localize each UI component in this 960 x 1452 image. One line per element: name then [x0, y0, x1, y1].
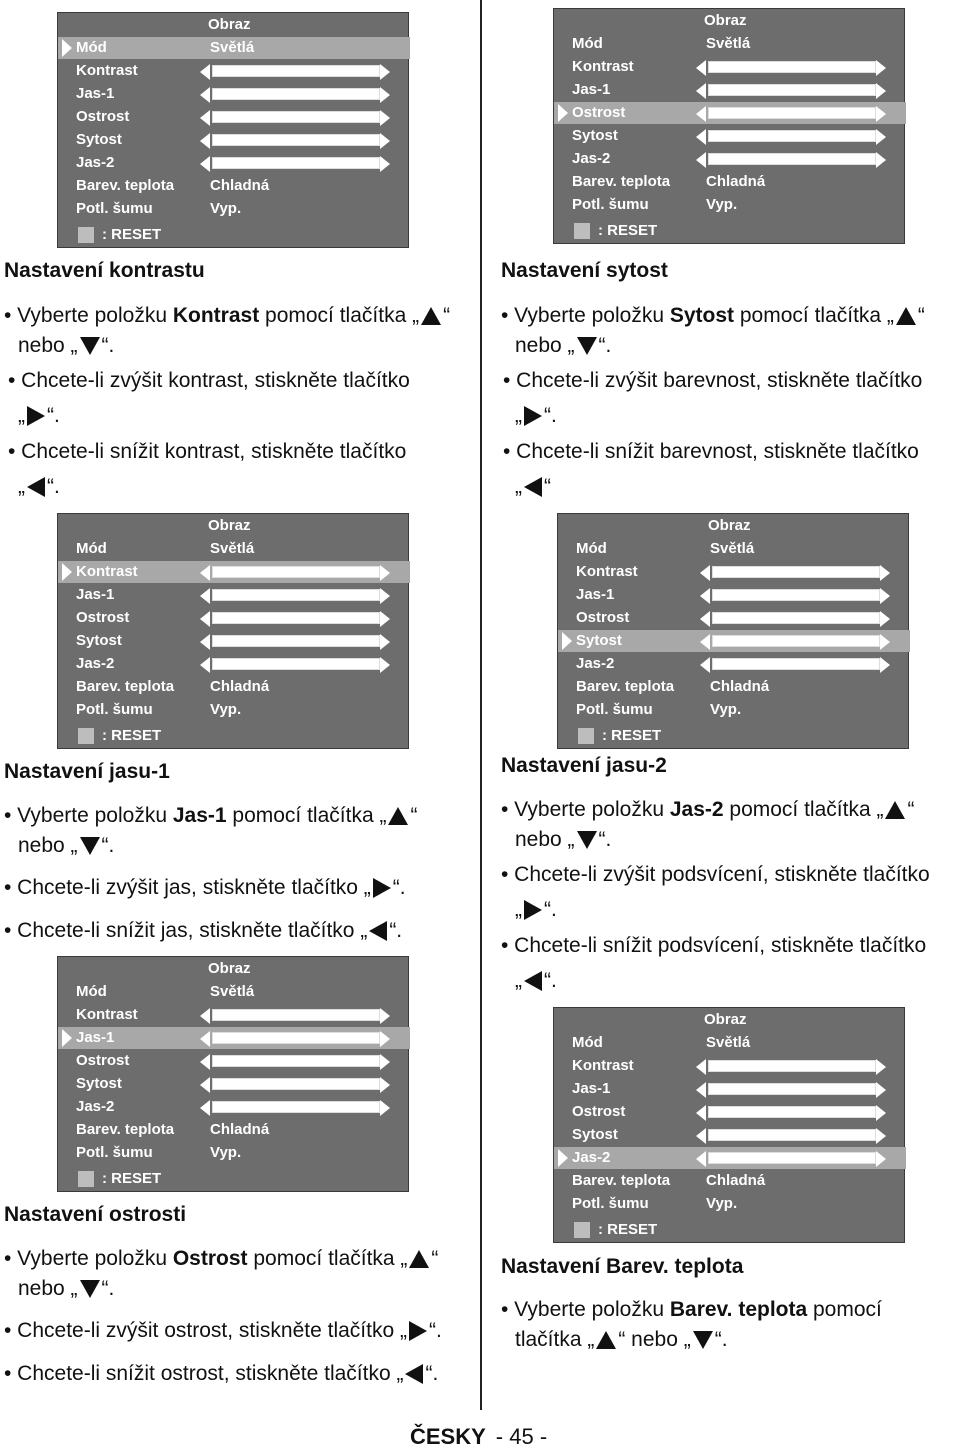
osd-menu-jas2	[553, 1007, 905, 1243]
osd-row-label: Sytost	[572, 127, 618, 144]
language-label: ČESKY	[410, 1424, 486, 1449]
osd-row-label: Potl. šumu	[76, 701, 153, 718]
level-slider[interactable]	[712, 589, 880, 601]
osd-row[interactable]	[58, 584, 410, 606]
level-slider[interactable]	[212, 88, 380, 100]
decrease-arrow-icon[interactable]	[700, 565, 710, 581]
left-arrow-icon	[524, 477, 542, 497]
osd-row[interactable]	[554, 1124, 906, 1146]
level-slider[interactable]	[212, 157, 380, 169]
jas1-line-2: nebo „ “.	[18, 834, 115, 857]
osd-row[interactable]	[558, 584, 910, 606]
left-arrow-icon	[405, 1364, 423, 1384]
osd-row[interactable]	[554, 56, 906, 78]
osd-row-label: Mód	[76, 540, 107, 557]
decrease-arrow-icon[interactable]	[200, 657, 210, 673]
increase-arrow-icon[interactable]	[380, 611, 390, 627]
reset-label: : RESET	[102, 1170, 162, 1187]
selection-pointer-icon	[62, 563, 72, 581]
osd-row[interactable]	[558, 676, 910, 698]
osd-row-value: Chladná	[706, 173, 766, 190]
increase-arrow-icon[interactable]	[380, 1031, 390, 1047]
decrease-arrow-icon[interactable]	[200, 634, 210, 650]
osd-row-label: Kontrast	[576, 563, 638, 580]
kontrast-line-6: „ “.	[18, 475, 60, 498]
level-slider[interactable]	[708, 1129, 876, 1141]
increase-arrow-icon[interactable]	[880, 565, 890, 581]
kontrast-line-3: • Chcete-li zvýšit kontrast, stiskněte tlačítko	[8, 369, 410, 392]
left-arrow-icon	[27, 477, 45, 497]
level-slider[interactable]	[212, 566, 380, 578]
osd-row-label: Barev. teplota	[76, 1121, 175, 1138]
osd-row-label: Barev. teplota	[572, 1172, 671, 1189]
level-slider[interactable]	[212, 658, 380, 670]
osd-row-value: Vyp.	[710, 701, 742, 718]
decrease-arrow-icon[interactable]	[696, 1082, 706, 1098]
osd-row[interactable]	[554, 33, 906, 55]
osd-row-label: Jas-2	[572, 1149, 611, 1166]
down-arrow-icon	[80, 337, 100, 355]
osd-row[interactable]	[58, 106, 410, 128]
decrease-arrow-icon[interactable]	[200, 565, 210, 581]
osd-row[interactable]	[554, 1032, 906, 1054]
osd-row[interactable]	[58, 630, 410, 652]
increase-arrow-icon[interactable]	[380, 156, 390, 172]
grey-button-icon	[574, 1222, 590, 1238]
osd-row[interactable]	[58, 1142, 410, 1164]
osd-title: Obraz	[208, 960, 251, 977]
decrease-arrow-icon[interactable]	[200, 1077, 210, 1093]
increase-arrow-icon[interactable]	[380, 1054, 390, 1070]
jas2-line-5: • Chcete-li snížit podsvícení, stiskněte tlačítko	[501, 934, 927, 957]
osd-row[interactable]	[554, 1193, 906, 1215]
osd-row-label: Kontrast	[572, 1057, 634, 1074]
osd-row[interactable]	[58, 37, 410, 59]
increase-arrow-icon[interactable]	[880, 634, 890, 650]
down-arrow-icon	[80, 837, 100, 855]
decrease-arrow-icon[interactable]	[696, 1105, 706, 1121]
increase-arrow-icon[interactable]	[380, 634, 390, 650]
osd-row-label: Jas-2	[576, 655, 615, 672]
grey-button-icon	[78, 227, 94, 243]
decrease-arrow-icon[interactable]	[696, 152, 706, 168]
osd-row-label: Jas-1	[76, 85, 115, 102]
osd-row-label: Potl. šumu	[572, 196, 649, 213]
osd-row-label: Kontrast	[76, 563, 138, 580]
osd-title: Obraz	[208, 517, 251, 534]
osd-row[interactable]	[554, 1055, 906, 1077]
increase-arrow-icon[interactable]	[380, 133, 390, 149]
osd-row[interactable]	[558, 630, 910, 652]
osd-row[interactable]	[58, 607, 410, 629]
osd-row-label: Sytost	[76, 1075, 122, 1092]
osd-row-value: Světlá	[706, 1034, 751, 1051]
osd-row-value: Světlá	[210, 39, 255, 56]
osd-row-label: Barev. teplota	[76, 678, 175, 695]
sytost-line-5: • Chcete-li snížit barevnost, stiskněte tlačítko	[503, 440, 919, 463]
osd-row[interactable]	[58, 676, 410, 698]
osd-row[interactable]	[558, 699, 910, 721]
osd-row[interactable]	[554, 171, 906, 193]
selection-pointer-icon	[558, 104, 568, 122]
osd-row-label: Ostrost	[572, 1103, 626, 1120]
up-arrow-icon	[388, 807, 408, 825]
up-arrow-icon	[885, 801, 905, 819]
osd-row-label: Potl. šumu	[576, 701, 653, 718]
osd-title: Obraz	[208, 16, 251, 33]
down-arrow-icon	[80, 1280, 100, 1298]
osd-row-label: Mód	[76, 39, 107, 56]
kontrast-line-4: „ “.	[18, 404, 60, 427]
level-slider[interactable]	[708, 1083, 876, 1095]
level-slider[interactable]	[212, 1055, 380, 1067]
osd-row[interactable]	[58, 198, 410, 220]
grey-button-icon	[578, 728, 594, 744]
kontrast-line-2: nebo „ “.	[18, 334, 115, 357]
osd-row[interactable]	[58, 60, 410, 82]
decrease-arrow-icon[interactable]	[696, 129, 706, 145]
decrease-arrow-icon[interactable]	[200, 156, 210, 172]
increase-arrow-icon[interactable]	[876, 60, 886, 76]
decrease-arrow-icon[interactable]	[200, 1100, 210, 1116]
osd-row-value: Chladná	[706, 1172, 766, 1189]
osd-menu-kontrast	[57, 513, 409, 749]
ostrost-line-3: • Chcete-li zvýšit ostrost, stiskněte tlačítko „ “.	[4, 1319, 442, 1342]
level-slider[interactable]	[708, 153, 876, 165]
page-number: - 45 -	[495, 1424, 548, 1449]
down-arrow-icon	[693, 1331, 713, 1349]
osd-row-label: Jas-1	[572, 81, 611, 98]
decrease-arrow-icon[interactable]	[696, 1128, 706, 1144]
increase-arrow-icon[interactable]	[380, 1077, 390, 1093]
osd-row[interactable]	[58, 561, 410, 583]
osd-row-label: Mód	[572, 1034, 603, 1051]
level-slider[interactable]	[712, 612, 880, 624]
osd-row-label: Ostrost	[576, 609, 630, 626]
osd-row-value: Světlá	[710, 540, 755, 557]
osd-row-label: Jas-1	[576, 586, 615, 603]
selection-pointer-icon	[562, 632, 572, 650]
sytost-line-1: • Vyberte položku Sytost pomocí tlačítka „ “	[501, 304, 925, 327]
increase-arrow-icon[interactable]	[380, 588, 390, 604]
osd-row-label: Sytost	[572, 1126, 618, 1143]
reset-label: : RESET	[598, 222, 658, 239]
level-slider[interactable]	[212, 65, 380, 77]
decrease-arrow-icon[interactable]	[200, 611, 210, 627]
decrease-arrow-icon[interactable]	[696, 60, 706, 76]
heading-ostrost: Nastavení ostrosti	[4, 1203, 187, 1226]
osd-row[interactable]	[554, 1147, 906, 1169]
up-arrow-icon	[596, 1331, 616, 1349]
level-slider[interactable]	[712, 658, 880, 670]
osd-row-value: Chladná	[210, 177, 270, 194]
osd-row[interactable]	[58, 653, 410, 675]
kontrast-line-1: • Vyberte položku Kontrast pomocí tlačítka „ “	[4, 304, 451, 327]
jas2-line-3: • Chcete-li zvýšit podsvícení, stiskněte tlačítko	[501, 863, 930, 886]
reset-label: : RESET	[102, 727, 162, 744]
increase-arrow-icon[interactable]	[380, 565, 390, 581]
decrease-arrow-icon[interactable]	[200, 1054, 210, 1070]
osd-row[interactable]	[58, 83, 410, 105]
increase-arrow-icon[interactable]	[876, 152, 886, 168]
osd-row[interactable]	[554, 79, 906, 101]
increase-arrow-icon[interactable]	[380, 110, 390, 126]
ostrost-line-1: • Vyberte položku Ostrost pomocí tlačítka „ “	[4, 1247, 439, 1270]
jas2-line-2: nebo „ “.	[515, 828, 612, 851]
osd-row-value: Chladná	[210, 1121, 270, 1138]
level-slider[interactable]	[712, 635, 880, 647]
level-slider[interactable]	[712, 566, 880, 578]
osd-row-value: Chladná	[710, 678, 770, 695]
down-arrow-icon	[577, 337, 597, 355]
osd-row-label: Jas-2	[76, 655, 115, 672]
osd-row[interactable]	[58, 699, 410, 721]
osd-row-label: Mód	[76, 983, 107, 1000]
osd-row[interactable]	[58, 1119, 410, 1141]
jas1-line-4: • Chcete-li snížit jas, stiskněte tlačítko „ “.	[4, 919, 403, 942]
decrease-arrow-icon[interactable]	[200, 87, 210, 103]
osd-row-label: Ostrost	[572, 104, 626, 121]
level-slider[interactable]	[212, 589, 380, 601]
selection-pointer-icon	[558, 1149, 568, 1167]
osd-row-label: Barev. teplota	[76, 177, 175, 194]
osd-row[interactable]	[58, 981, 410, 1003]
osd-row[interactable]	[558, 538, 910, 560]
heading-jas2: Nastavení jasu-2	[501, 754, 667, 777]
right-arrow-icon	[524, 406, 542, 426]
ostrost-line-4: • Chcete-li snížit ostrost, stiskněte tlačítko „ “.	[4, 1362, 439, 1385]
osd-row-label: Potl. šumu	[76, 1144, 153, 1161]
decrease-arrow-icon[interactable]	[696, 1151, 706, 1167]
decrease-arrow-icon[interactable]	[700, 657, 710, 673]
osd-row-value: Světlá	[706, 35, 751, 52]
decrease-arrow-icon[interactable]	[696, 106, 706, 122]
right-arrow-icon	[409, 1321, 427, 1341]
ostrost-line-2: nebo „ “.	[18, 1277, 115, 1300]
level-slider[interactable]	[708, 1106, 876, 1118]
osd-row-label: Potl. šumu	[76, 200, 153, 217]
heading-kontrast: Nastavení kontrastu	[4, 259, 205, 282]
decrease-arrow-icon[interactable]	[700, 588, 710, 604]
increase-arrow-icon[interactable]	[876, 1128, 886, 1144]
level-slider[interactable]	[708, 1060, 876, 1072]
decrease-arrow-icon[interactable]	[696, 1059, 706, 1075]
jas1-line-3: • Chcete-li zvýšit jas, stiskněte tlačítko „ “.	[4, 876, 406, 899]
jas1-line-1: • Vyberte položku Jas-1 pomocí tlačítka „ “	[4, 804, 418, 827]
jas2-line-1: • Vyberte položku Jas-2 pomocí tlačítka „ “	[501, 798, 915, 821]
increase-arrow-icon[interactable]	[876, 129, 886, 145]
osd-row-label: Mód	[572, 35, 603, 52]
column-divider	[480, 0, 482, 1410]
osd-row-value: Světlá	[210, 540, 255, 557]
right-arrow-icon	[27, 406, 45, 426]
grey-button-icon	[574, 223, 590, 239]
level-slider[interactable]	[708, 107, 876, 119]
increase-arrow-icon[interactable]	[880, 611, 890, 627]
osd-row-label: Ostrost	[76, 1052, 130, 1069]
osd-row[interactable]	[554, 148, 906, 170]
osd-row[interactable]	[554, 125, 906, 147]
decrease-arrow-icon[interactable]	[200, 64, 210, 80]
osd-row-value: Vyp.	[706, 1195, 738, 1212]
level-slider[interactable]	[212, 635, 380, 647]
osd-title: Obraz	[704, 1011, 747, 1028]
grey-button-icon	[78, 728, 94, 744]
osd-row[interactable]	[554, 1170, 906, 1192]
osd-row[interactable]	[58, 1027, 410, 1049]
increase-arrow-icon[interactable]	[380, 1008, 390, 1024]
decrease-arrow-icon[interactable]	[200, 1008, 210, 1024]
sytost-line-2: nebo „ “.	[515, 334, 612, 357]
reset-label: : RESET	[602, 727, 662, 744]
heading-jas1: Nastavení jasu-1	[4, 760, 170, 783]
level-slider[interactable]	[212, 1101, 380, 1113]
osd-row-value: Vyp.	[210, 1144, 242, 1161]
teplota-line-1: • Vyberte položku Barev. teplota pomocí	[501, 1298, 882, 1321]
right-arrow-icon	[524, 900, 542, 920]
osd-row-label: Kontrast	[572, 58, 634, 75]
increase-arrow-icon[interactable]	[876, 1151, 886, 1167]
osd-row-label: Jas-2	[76, 154, 115, 171]
reset-label: : RESET	[102, 226, 162, 243]
osd-row-label: Jas-1	[572, 1080, 611, 1097]
increase-arrow-icon[interactable]	[380, 1100, 390, 1116]
osd-row[interactable]	[58, 1004, 410, 1026]
osd-row[interactable]	[554, 1078, 906, 1100]
decrease-arrow-icon[interactable]	[700, 611, 710, 627]
level-slider[interactable]	[212, 612, 380, 624]
sytost-line-4: „ “.	[515, 404, 557, 427]
level-slider[interactable]	[212, 134, 380, 146]
level-slider[interactable]	[212, 111, 380, 123]
osd-row-value: Vyp.	[706, 196, 738, 213]
osd-row[interactable]	[554, 1101, 906, 1123]
osd-row-label: Jas-2	[76, 1098, 115, 1115]
osd-row-label: Barev. teplota	[572, 173, 671, 190]
osd-menu-jas1	[57, 956, 409, 1192]
increase-arrow-icon[interactable]	[380, 87, 390, 103]
increase-arrow-icon[interactable]	[880, 657, 890, 673]
osd-title: Obraz	[708, 517, 751, 534]
decrease-arrow-icon[interactable]	[696, 83, 706, 99]
osd-row-label: Jas-1	[76, 586, 115, 603]
osd-row[interactable]	[58, 1096, 410, 1118]
osd-row[interactable]	[58, 152, 410, 174]
jas2-line-6: „ “.	[515, 969, 557, 992]
osd-row-label: Jas-1	[76, 1029, 115, 1046]
osd-row[interactable]	[58, 175, 410, 197]
osd-row[interactable]	[554, 194, 906, 216]
kontrast-line-5: • Chcete-li snížit kontrast, stiskněte tlačítko	[8, 440, 407, 463]
selection-pointer-icon	[62, 39, 72, 57]
osd-row[interactable]	[58, 1050, 410, 1072]
up-arrow-icon	[421, 307, 441, 325]
osd-menu-mode	[57, 12, 409, 248]
osd-row-value: Chladná	[210, 678, 270, 695]
level-slider[interactable]	[212, 1009, 380, 1021]
osd-menu-sytost	[557, 513, 909, 749]
grey-button-icon	[78, 1171, 94, 1187]
decrease-arrow-icon[interactable]	[200, 1031, 210, 1047]
left-arrow-icon	[369, 921, 387, 941]
osd-row-label: Ostrost	[76, 108, 130, 125]
osd-row[interactable]	[58, 1073, 410, 1095]
left-arrow-icon	[524, 971, 542, 991]
osd-row-label: Sytost	[76, 632, 122, 649]
increase-arrow-icon[interactable]	[380, 64, 390, 80]
selection-pointer-icon	[62, 1029, 72, 1047]
increase-arrow-icon[interactable]	[876, 106, 886, 122]
decrease-arrow-icon[interactable]	[700, 634, 710, 650]
down-arrow-icon	[577, 831, 597, 849]
level-slider[interactable]	[708, 130, 876, 142]
level-slider[interactable]	[708, 84, 876, 96]
up-arrow-icon	[409, 1250, 429, 1268]
osd-row-label: Barev. teplota	[576, 678, 675, 695]
increase-arrow-icon[interactable]	[880, 588, 890, 604]
increase-arrow-icon[interactable]	[876, 83, 886, 99]
osd-row-label: Kontrast	[76, 1006, 138, 1023]
sytost-line-6: „ “	[515, 475, 551, 498]
reset-label: : RESET	[598, 1221, 658, 1238]
decrease-arrow-icon[interactable]	[200, 588, 210, 604]
osd-row-label: Jas-2	[572, 150, 611, 167]
osd-row[interactable]	[554, 102, 906, 124]
sytost-line-3: • Chcete-li zvýšit barevnost, stiskněte tlačítko	[503, 369, 923, 392]
osd-title: Obraz	[704, 12, 747, 29]
osd-row-value: Světlá	[210, 983, 255, 1000]
decrease-arrow-icon[interactable]	[200, 133, 210, 149]
osd-row[interactable]	[58, 538, 410, 560]
level-slider[interactable]	[212, 1032, 380, 1044]
osd-row[interactable]	[58, 129, 410, 151]
osd-row-label: Sytost	[576, 632, 622, 649]
increase-arrow-icon[interactable]	[876, 1059, 886, 1075]
osd-row-label: Potl. šumu	[572, 1195, 649, 1212]
osd-row-label: Mód	[576, 540, 607, 557]
up-arrow-icon	[896, 307, 916, 325]
decrease-arrow-icon[interactable]	[200, 110, 210, 126]
osd-row-value: Vyp.	[210, 200, 242, 217]
osd-row-label: Sytost	[76, 131, 122, 148]
level-slider[interactable]	[708, 61, 876, 73]
osd-row-value: Vyp.	[210, 701, 242, 718]
osd-row[interactable]	[558, 561, 910, 583]
right-arrow-icon	[373, 878, 391, 898]
osd-row-label: Ostrost	[76, 609, 130, 626]
teplota-line-2: tlačítka „ “ nebo „ “.	[515, 1328, 728, 1351]
level-slider[interactable]	[212, 1078, 380, 1090]
osd-row-label: Kontrast	[76, 62, 138, 79]
increase-arrow-icon[interactable]	[876, 1082, 886, 1098]
heading-sytost: Nastavení sytost	[501, 259, 668, 282]
page-footer	[410, 1424, 547, 1450]
increase-arrow-icon[interactable]	[380, 657, 390, 673]
osd-row[interactable]	[558, 653, 910, 675]
jas2-line-4: „ “.	[515, 898, 557, 921]
osd-menu-sytost-top	[553, 8, 905, 244]
increase-arrow-icon[interactable]	[876, 1105, 886, 1121]
level-slider[interactable]	[708, 1152, 876, 1164]
osd-row[interactable]	[558, 607, 910, 629]
heading-teplota: Nastavení Barev. teplota	[501, 1255, 744, 1278]
